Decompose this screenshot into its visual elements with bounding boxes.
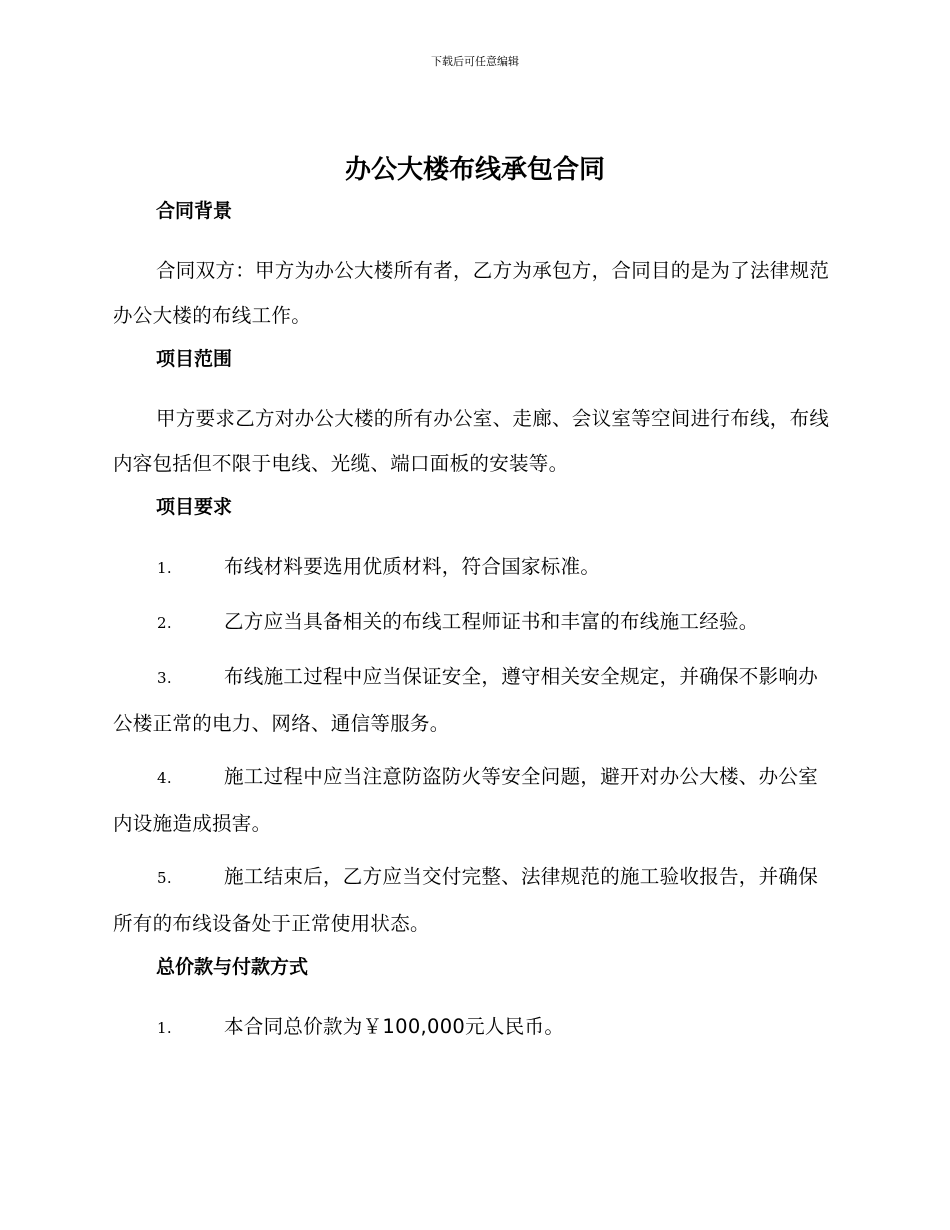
requirement-item-2 (113, 599, 833, 646)
section-heading-requirements: 项目要求 (156, 496, 233, 518)
requirement-item-5 (113, 854, 833, 946)
payment-item-1 (113, 1004, 833, 1051)
item-text: 乙方应当具备相关的布线工程师证书和丰富的布线施工经验。 (224, 610, 759, 633)
paragraph-parties: 合同双方：甲方为办公大楼所有者，乙方为承包方，合同目的是为了法律规范办公大楼的布线工作。 (113, 259, 830, 327)
document-body (113, 198, 833, 1059)
item-text: 本合同总价款为￥100,000元人民币。 (224, 1015, 565, 1038)
paragraph-scope: 甲方要求乙方对办公大楼的所有办公室、走廊、会议室等空间进行布线，布线内容包括但不限于电线、光缆、端口面板的安装等。 (113, 407, 830, 475)
item-number: 2. (157, 614, 172, 632)
requirement-item-1 (113, 544, 833, 591)
item-text: 布线施工过程中应当保证安全，遵守相关安全规定，并确保不影响办公楼正常的电力、网络、通信等服务。 (113, 665, 819, 735)
item-number: 1. (157, 559, 172, 577)
section-background (113, 198, 833, 338)
item-number: 3. (157, 669, 172, 687)
section-heading-scope: 项目范围 (156, 348, 233, 370)
item-text: 布线材料要选用优质材料，符合国家标准。 (224, 555, 601, 578)
section-heading-payment: 总价款与付款方式 (156, 956, 309, 978)
section-payment (113, 954, 833, 1051)
item-number: 4. (157, 769, 172, 787)
requirement-item-3 (113, 654, 833, 746)
document-title: 办公大楼布线承包合同 (344, 155, 605, 185)
item-number: 1. (157, 1019, 172, 1037)
section-requirements (113, 494, 833, 946)
page-header-note: 下载后可任意编辑 (431, 55, 519, 68)
item-text: 施工结束后，乙方应当交付完整、法律规范的施工验收报告，并确保所有的布线设备处于正常使用状态。 (113, 865, 819, 935)
requirement-item-4 (113, 754, 833, 846)
item-text: 施工过程中应当注意防盗防火等安全问题，避开对办公大楼、办公室内设施造成损害。 (113, 765, 819, 835)
section-scope (113, 346, 833, 486)
item-number: 5. (157, 869, 172, 887)
section-heading-background: 合同背景 (156, 200, 233, 222)
